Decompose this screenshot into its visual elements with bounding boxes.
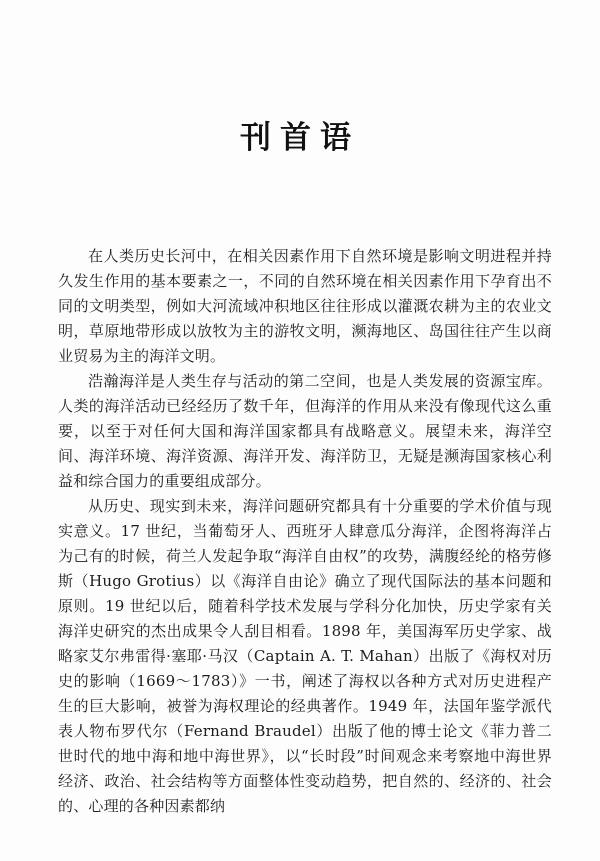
body-text (58, 244, 552, 819)
paragraph-1: 在人类历史长河中，在相关因素作用下自然环境是影响文明进程并持久发生作用的基本要素之一，不同的自然环境在相关因素作用下孕育出不同的文明类型，例如大河流域冲积地区往往形成以灌溉农耕为主的农业文明，草原地带形成以放牧为主的游牧文明，濒海地区、岛国往往产生以商业贸易为主的海洋文明。 (58, 247, 552, 365)
paragraph-2: 浩瀚海洋是人类生存与活动的第二空间，也是人类发展的资源宝库。人类的海洋活动已经经历了数千年，但海洋的作用从来没有像现代这么重要，以至于对任何大国和海洋国家都具有战略意义。展望未来，海洋空间、海洋环境、海洋资源、海洋开发、海洋防卫，无疑是濒海国家核心利益和综合国力的重要组成部分。 (58, 372, 552, 490)
paragraph-3: 从历史、现实到未来，海洋问题研究都具有十分重要的学术价值与现实意义。17 世纪，当葡萄牙人、西班牙人肆意瓜分海洋，企图将海洋占为己有的时候，荷兰人发起争取“海洋自由权”的攻势，满腹经纶的格劳修斯（Hugo Grotius）以《海洋自由论》确立了现代国际法的基本问题和原则。19 世纪以后，随着科学技术发展与学科分化加快，历史学家有关海洋史研究的杰出成果令人刮目相看。1898 年，美国海军历史学家、战略家艾尔弗雷得·塞耶·马汉（Captain A. T. Mahan）出版了《海权对历史的影响（1669～1783）》一书，阐述了海权以各种方式对历史进程产生的巨大影响，被誉为海权理论的经典著作。1949 年，法国年鉴学派代表人物布罗代尔（Fernand Braudel）出版了他的博士论文《菲力普二世时代的地中海和地中海世界》，以“长时段”时间观念来考察地中海世界经济、政治、社会结构等方面整体性变动趋势，把自然的、经济的、社会的、心理的各种因素都纳 (58, 497, 552, 815)
page-title: 刊首语 (240, 119, 360, 156)
